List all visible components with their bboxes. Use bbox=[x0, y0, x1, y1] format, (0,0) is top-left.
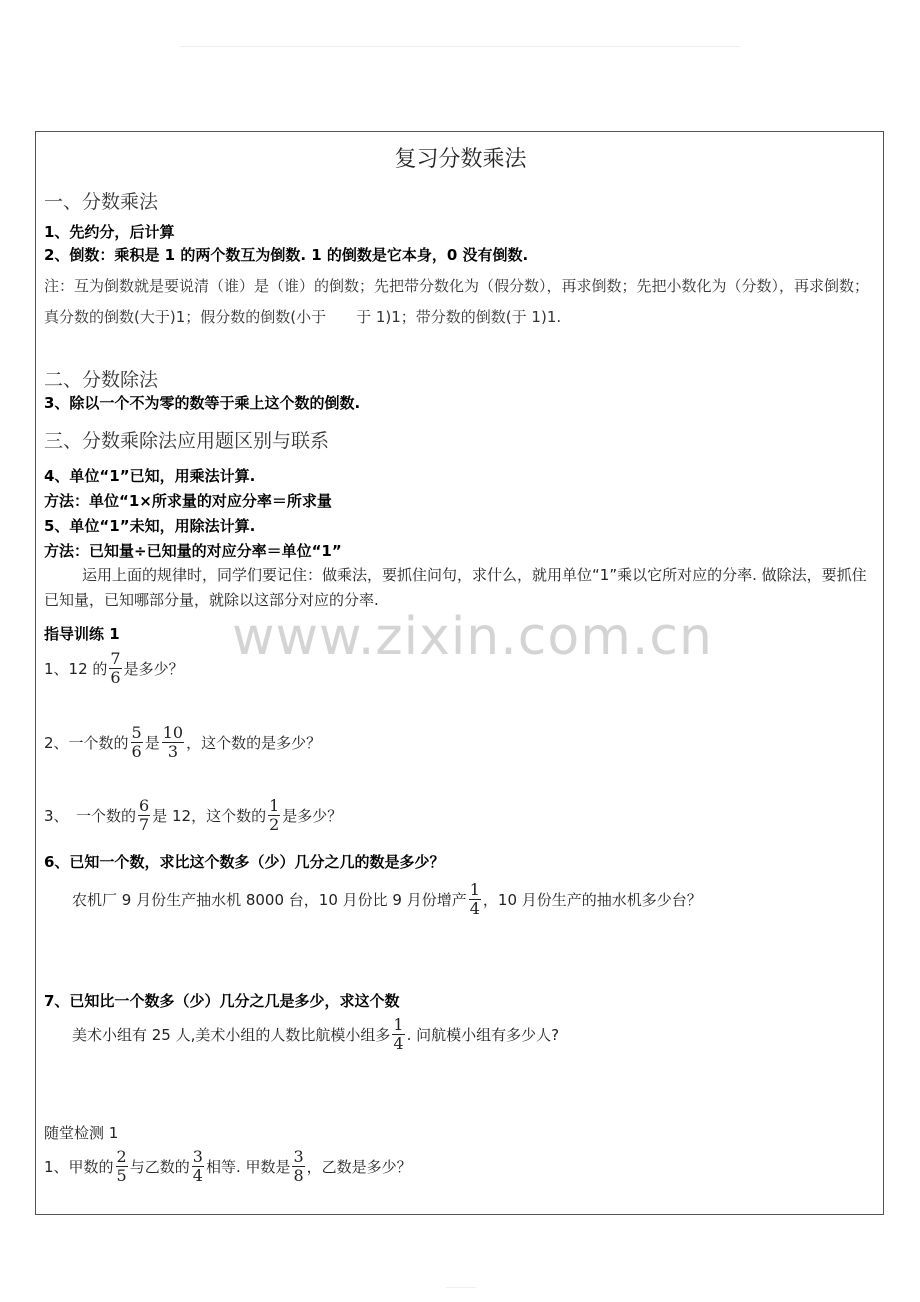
question-6 bbox=[72, 881, 702, 918]
question-2-text-b: 是 bbox=[144, 734, 160, 752]
header-rule bbox=[180, 46, 740, 47]
rule-7: 7、已知比一个数多（少）几分之几是多少，求这个数 bbox=[44, 992, 400, 1010]
fraction: $\frac{10}{3}$ bbox=[162, 723, 184, 761]
fraction: $\frac{3}{4}$ bbox=[192, 1147, 203, 1185]
rule-2: 2、倒数：乘积是 1 的两个数互为倒数. 1 的倒数是它本身，0 没有倒数. bbox=[44, 246, 529, 264]
section-heading-2: 二、分数除法 bbox=[44, 369, 159, 391]
question-8 bbox=[44, 1148, 412, 1185]
question-1-text-b: 是多少？ bbox=[123, 660, 184, 678]
check-heading: 随堂检测 1 bbox=[44, 1124, 119, 1142]
question-3-text-a: 3、 一个数的 bbox=[44, 807, 137, 825]
question-6-text-a: 农机厂 9 月份生产抽水机 8000 台，10 月份比 9 月份增产 bbox=[72, 891, 467, 909]
fraction: $\frac{3}{8}$ bbox=[293, 1147, 304, 1185]
note-paragraph: 注：互为倒数就是要说清（谁）是（谁）的倒数；先把带分数化为（假分数），再求倒数；先把小数化为（分数），再求倒数；真分数的倒数(大于)1；假分数的倒数(小于 于 1)1；带分数的倒数(于 1)1. bbox=[44, 277, 870, 326]
question-6-text-b: ，10 月份生产的抽水机多少台？ bbox=[482, 891, 702, 909]
training-heading: 指导训练 1 bbox=[44, 625, 120, 643]
explanation-paragraph: 运用上面的规律时，同学们要记住：做乘法，要抓住问句，求什么，就用单位“1”乘以它所对应的分率. 做除法，要抓住已知量，已知哪部分量，就除以这部分对应的分率. bbox=[44, 566, 867, 609]
question-7-text-b: . 问航模小组有多少人? bbox=[406, 1026, 560, 1044]
rule-1: 1、先约分，后计算 bbox=[44, 223, 175, 241]
rule-4: 4、单位“1”已知，用乘法计算. bbox=[44, 467, 256, 485]
question-8-text-c: 相等. 甲数是 bbox=[205, 1158, 291, 1176]
fraction: $\frac{6}{7}$ bbox=[139, 796, 150, 834]
question-2-text-c: ，这个数的是多少？ bbox=[186, 734, 322, 752]
question-2 bbox=[44, 724, 321, 761]
question-2-text-a: 2、一个数的 bbox=[44, 734, 129, 752]
fraction: $\frac{1}{2}$ bbox=[269, 796, 280, 834]
rule-5: 5、单位“1”未知，用除法计算. bbox=[44, 517, 256, 535]
fraction: $\frac{7}{6}$ bbox=[110, 649, 121, 687]
question-8-text-b: 与乙数的 bbox=[129, 1158, 190, 1176]
method-2: 方法：已知量÷已知量的对应分率＝单位“1” bbox=[44, 542, 342, 560]
method-1: 方法：单位“1×所求量的对应分率＝所求量 bbox=[44, 492, 332, 510]
question-1-text-a: 1、12 的 bbox=[44, 660, 108, 678]
question-3-text-c: 是多少？ bbox=[282, 807, 343, 825]
fraction: $\frac{2}{5}$ bbox=[116, 1147, 127, 1185]
question-8-text-d: ，乙数是多少？ bbox=[306, 1158, 412, 1176]
question-7 bbox=[72, 1016, 559, 1053]
question-3 bbox=[44, 797, 342, 834]
fraction: $\frac{5}{6}$ bbox=[131, 723, 142, 761]
question-1 bbox=[44, 650, 184, 687]
rule-6: 6、已知一个数，求比这个数多（少）几分之几的数是多少？ bbox=[44, 853, 445, 871]
page-title: 复习分数乘法 bbox=[394, 147, 527, 172]
content-frame bbox=[35, 131, 884, 1215]
fraction: $\frac{1}{4}$ bbox=[393, 1015, 404, 1053]
question-3-text-b: 是 12，这个数的 bbox=[152, 807, 267, 825]
rule-3: 3、除以一个不为零的数等于乘上这个数的倒数. bbox=[44, 394, 361, 412]
question-7-text-a: 美术小组有 25 人,美术小组的人数比航模小组多 bbox=[72, 1026, 391, 1044]
section-heading-3: 三、分数乘除法应用题区别与联系 bbox=[44, 430, 330, 452]
watermark: www.zixin.com.cn bbox=[232, 607, 713, 667]
section-heading-1: 一、分数乘法 bbox=[44, 191, 159, 213]
fraction: $\frac{1}{4}$ bbox=[469, 880, 480, 918]
question-8-text-a: 1、甲数的 bbox=[44, 1158, 114, 1176]
footer-mark bbox=[446, 1287, 476, 1288]
